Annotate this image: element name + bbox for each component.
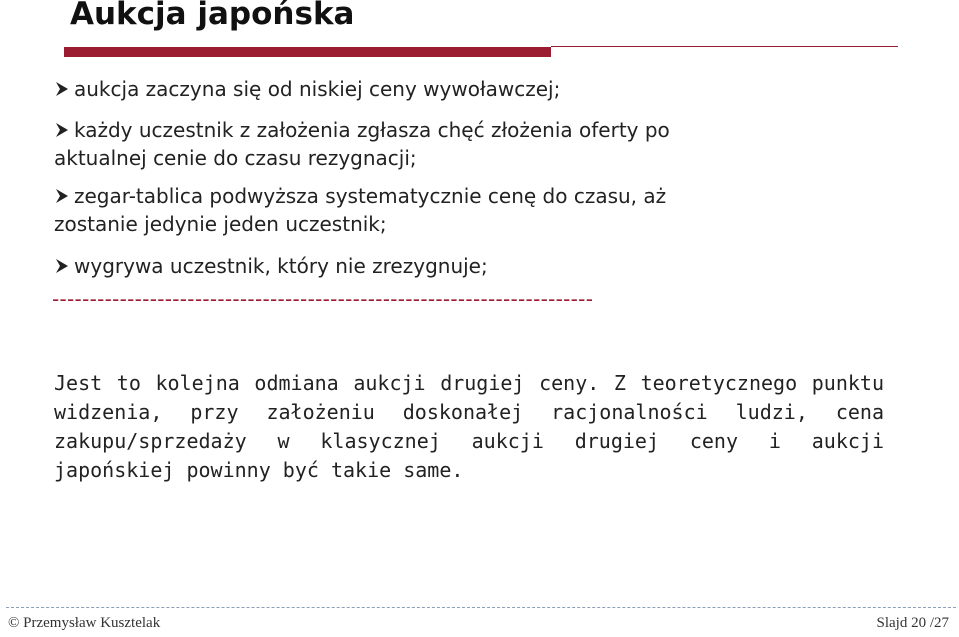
bullet-text-continued: aktualnej cenie do czasu rezygnacji;	[54, 146, 417, 170]
bullet-text: wygrywa uczestnik, który nie zrezygnuje;	[74, 254, 488, 278]
arrowhead-bullet-icon	[54, 116, 74, 138]
bullet-item	[54, 116, 670, 172]
bullet-item	[54, 252, 488, 280]
title-underline-thin	[551, 46, 898, 47]
body-paragraph: Jest to kolejna odmiana aukcji drugiej ceny. Z teoretycznego punktu widzenia, przy założeniu doskonałej racjonalności ludzi, cena zakupu/sprzedaży w klasycznej aukcji drugiej ceny i aukcji japońskiej powinny być takie same.	[54, 371, 884, 482]
bullet-text: każdy uczestnik z założenia zgłasza chęć złożenia oferty po	[74, 118, 670, 142]
bullet-item	[54, 182, 666, 238]
arrowhead-bullet-icon	[54, 75, 74, 97]
bullet-item	[54, 75, 560, 103]
bullet-text: zegar-tablica podwyższa systematycznie cenę do czasu, aż	[74, 184, 667, 208]
arrowhead-bullet-icon	[54, 252, 74, 274]
footer-author: © Przemysław Kusztelak	[8, 615, 161, 631]
bullet-text-continued: zostanie jedynie jeden uczestnik;	[54, 212, 387, 236]
slide-number: Slajd 20 /27	[876, 615, 949, 631]
title-underline-thick	[64, 47, 551, 57]
bullet-text: aukcja zaczyna się od niskiej ceny wywoławczej;	[74, 77, 561, 101]
footer-divider	[6, 607, 956, 608]
slide-title: Aukcja japońska	[70, 0, 355, 32]
arrowhead-bullet-icon	[54, 182, 74, 204]
dashed-separator: ------------------------------------------------------------------------	[52, 287, 594, 311]
